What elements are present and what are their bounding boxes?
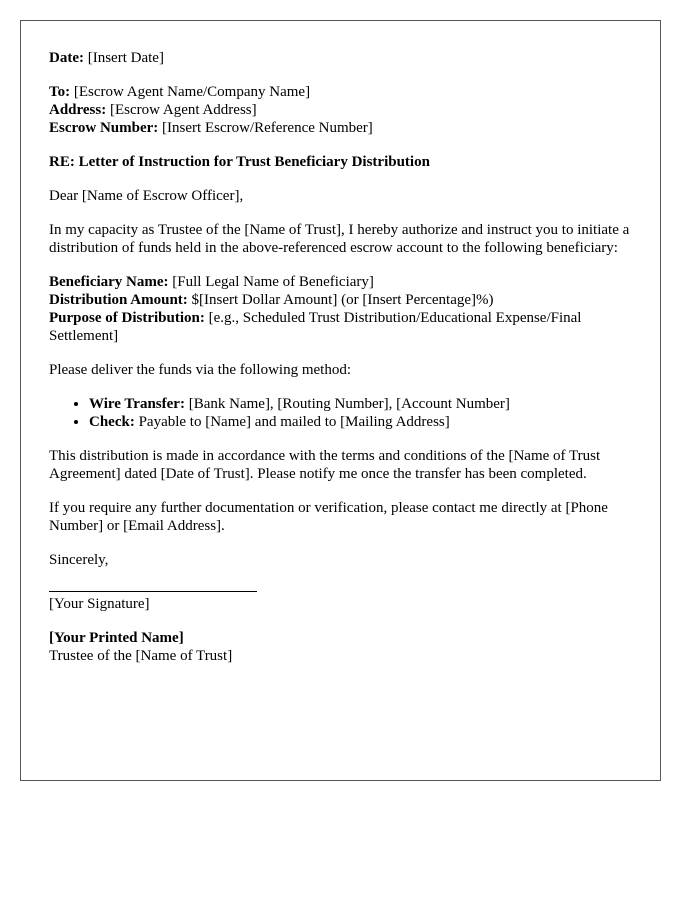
date-block [49, 49, 632, 67]
method-item-check [89, 413, 632, 431]
distribution-amount-value: $[Insert Dollar Amount] (or [Insert Percentage]%) [191, 292, 494, 308]
beneficiary-name-line [49, 273, 632, 291]
beneficiary-details [49, 273, 632, 345]
escrow-number-label: Escrow Number: [49, 120, 159, 136]
escrow-number-line [49, 119, 632, 137]
method-label: Wire Transfer: [89, 396, 185, 412]
printed-name [49, 629, 632, 647]
signature-placeholder: [Your Signature] [49, 596, 150, 612]
method-list [49, 395, 632, 431]
recipient-block [49, 83, 632, 137]
to-value: [Escrow Agent Name/Company Name] [73, 84, 311, 100]
beneficiary-name-label: Beneficiary Name: [49, 274, 169, 290]
date-line [49, 49, 632, 67]
method-label: Check: [89, 414, 135, 430]
date-value: [Insert Date] [87, 50, 164, 66]
distribution-amount-line [49, 291, 632, 309]
printed-name-text: [Your Printed Name] [49, 630, 184, 646]
contact-paragraph: If you require any further documentation or verification, please contact me directly at [Phone Number] or [Email Address]. [49, 500, 608, 534]
to-line [49, 83, 632, 101]
method-intro: Please deliver the funds via the following method: [49, 362, 352, 378]
to-label: To: [49, 84, 71, 100]
address-label: Address: [49, 102, 107, 118]
purpose-line [49, 309, 632, 345]
escrow-number-value: [Insert Escrow/Reference Number] [162, 120, 373, 136]
signer-title: Trustee of the [Name of Trust] [49, 648, 233, 664]
date-label: Date: [49, 50, 84, 66]
distribution-amount-label: Distribution Amount: [49, 292, 188, 308]
method-value: Payable to [Name] and mailed to [Mailing Address] [138, 414, 450, 430]
salutation: Dear [Name of Escrow Officer], [49, 188, 244, 204]
intro-paragraph: In my capacity as Trustee of the [Name of Trust], I hereby authorize and instruct you to initiate a distribution of funds held in the above-referenced escrow account to the following beneficiary: [49, 222, 630, 256]
closing: Sincerely, [49, 552, 109, 568]
purpose-label: Purpose of Distribution: [49, 310, 205, 326]
method-value: [Bank Name], [Routing Number], [Account Number] [188, 396, 510, 412]
letter-page [20, 20, 661, 781]
subject-text: RE: Letter of Instruction for Trust Beneficiary Distribution [49, 154, 430, 170]
signature-line [49, 591, 257, 592]
subject-line [49, 153, 632, 171]
address-value: [Escrow Agent Address] [109, 102, 257, 118]
purpose-value: [e.g., Scheduled Trust Distribution/Educational Expense/Final Settlement] [49, 310, 582, 344]
beneficiary-name-value: [Full Legal Name of Beneficiary] [172, 274, 374, 290]
terms-paragraph: This distribution is made in accordance with the terms and conditions of the [Name of Trust Agreement] dated [Date of Trust]. Please notify me once the transfer has been completed. [49, 448, 601, 482]
method-item-wire [89, 395, 632, 413]
address-line [49, 101, 632, 119]
